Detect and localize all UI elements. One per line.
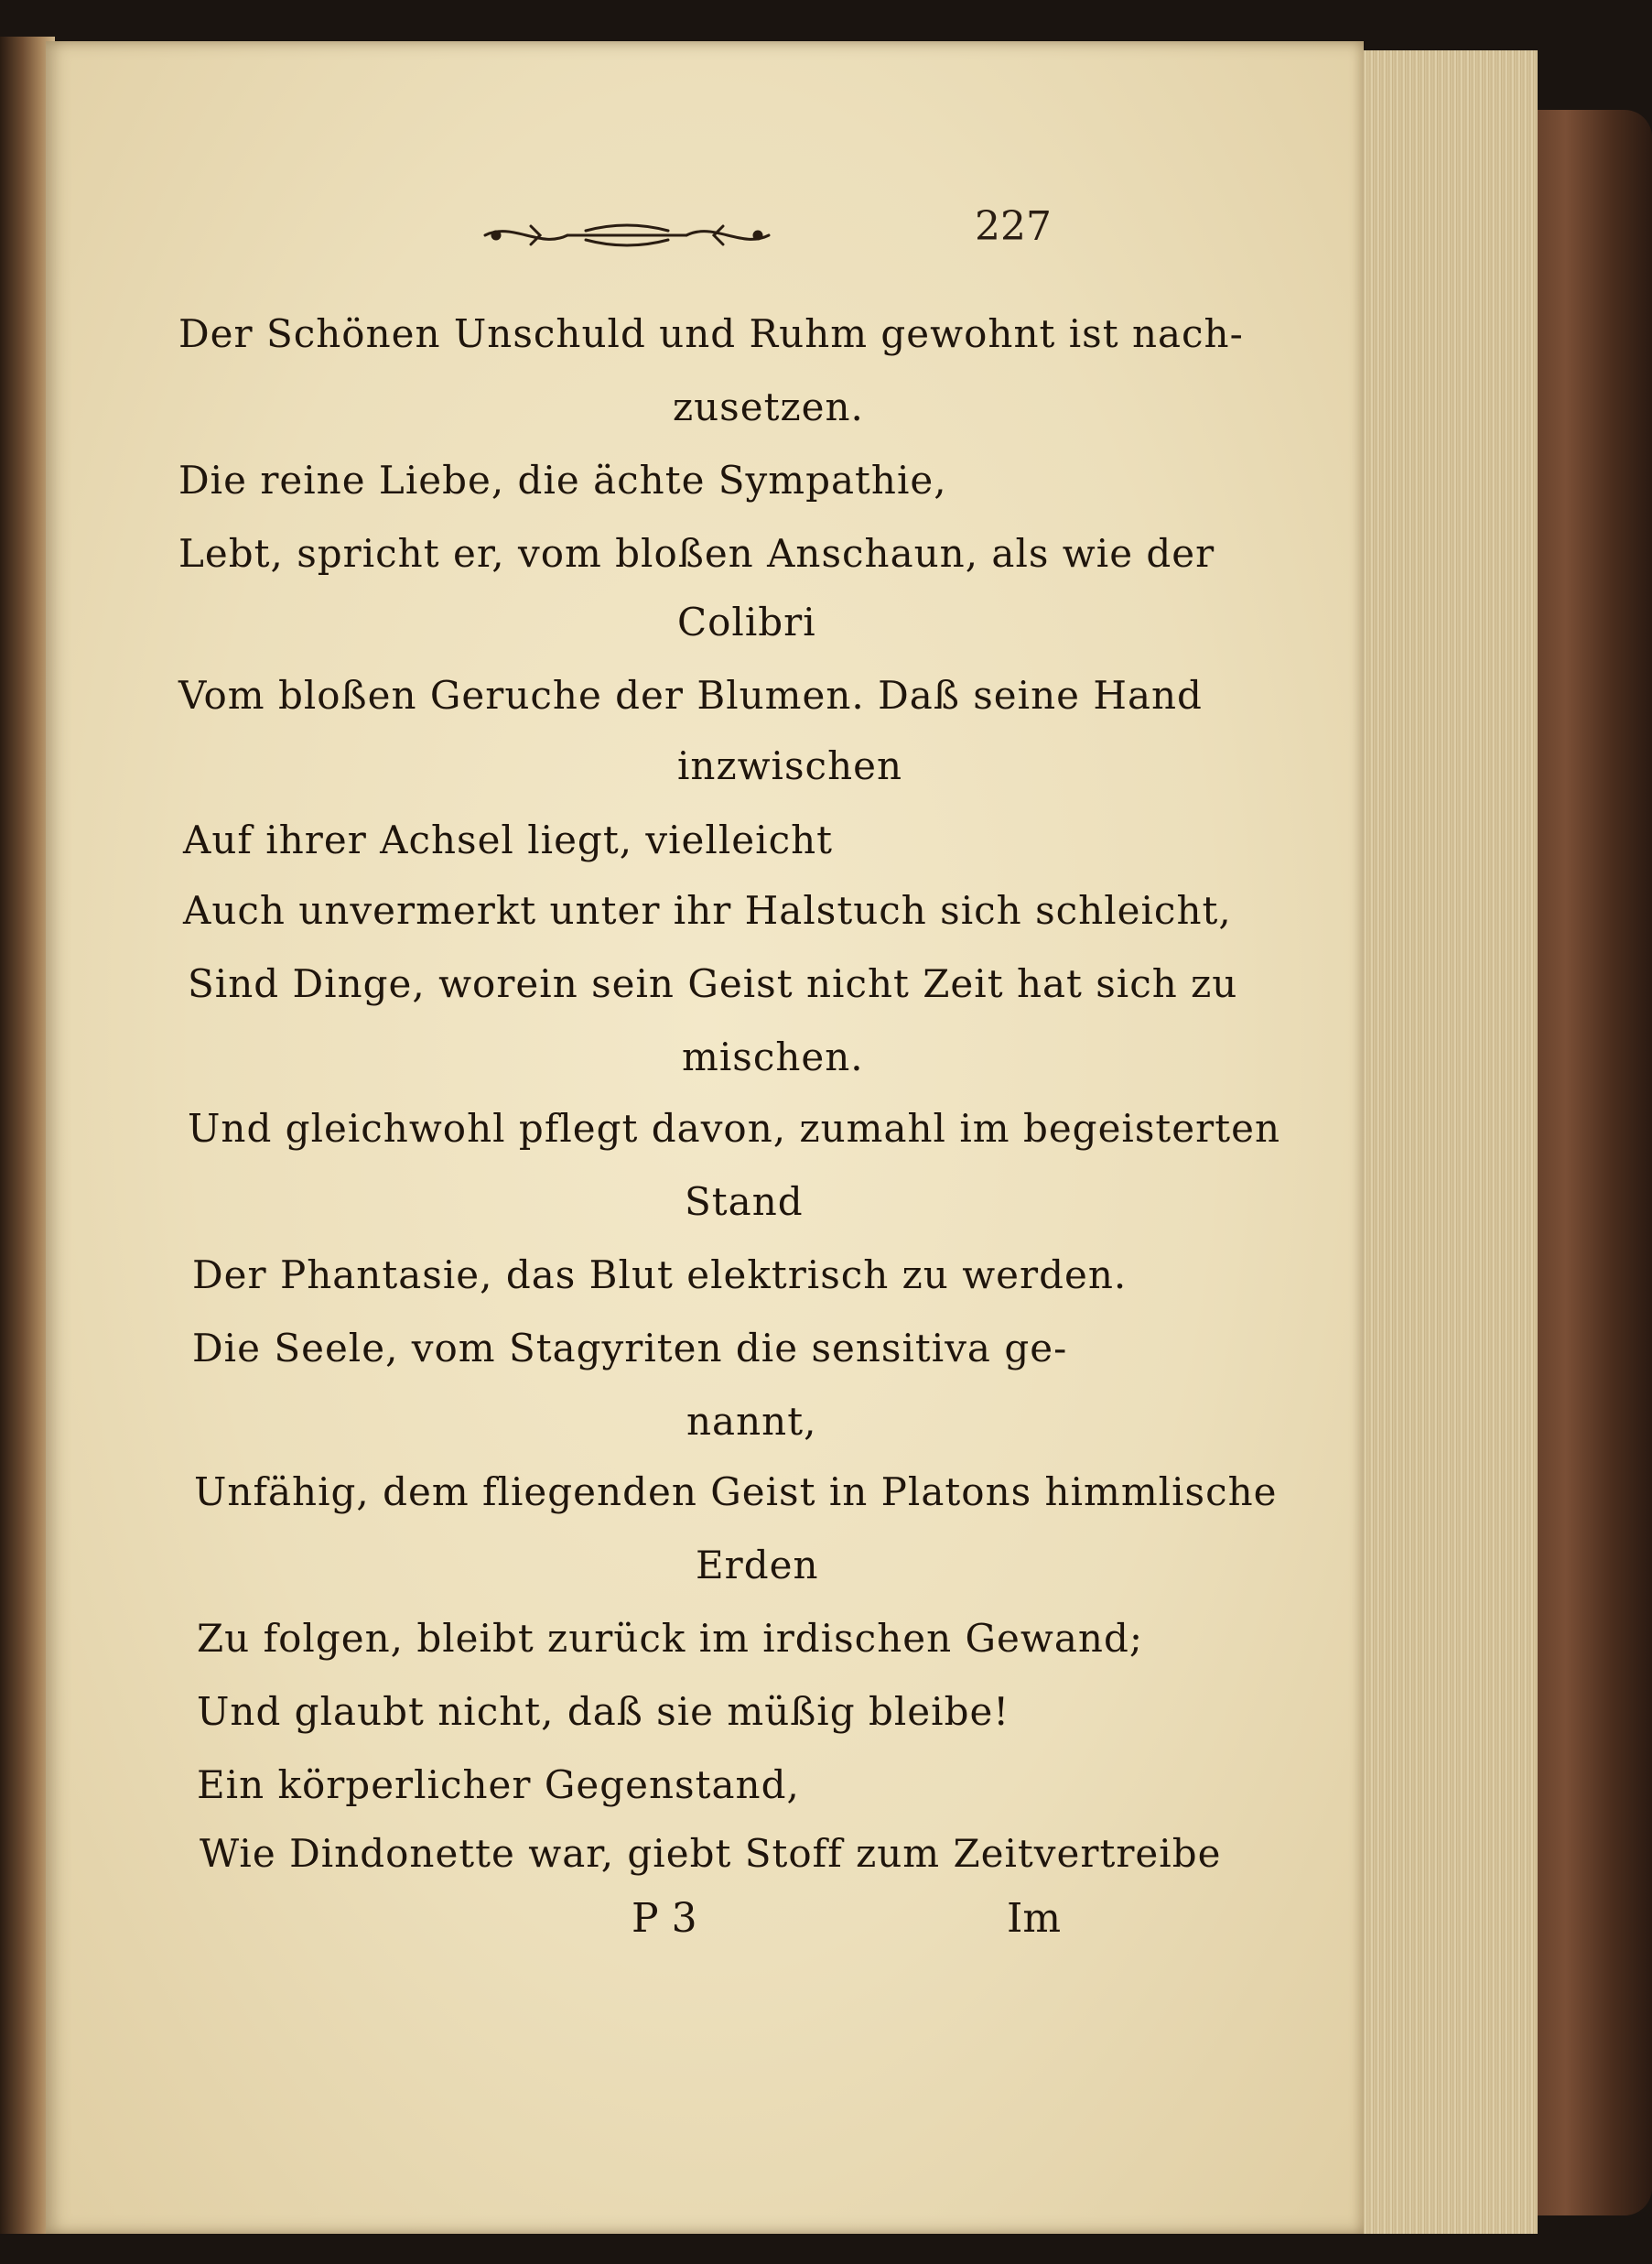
text-line: Stand	[685, 1179, 804, 1224]
text-line: Zu folgen, bleibt zurück im irdischen Gewand;	[197, 1616, 1143, 1661]
text-line: Und gleichwohl pflegt davon, zumahl im begeisterten	[188, 1106, 1281, 1151]
page-number: 227	[975, 203, 1052, 250]
book-cover-right	[1519, 110, 1652, 2215]
text-line: mischen.	[682, 1035, 864, 1079]
text-line: inzwischen	[677, 743, 903, 788]
text-line: Der Schönen Unschuld und Ruhm gewohnt ist nach-	[178, 311, 1244, 356]
ornament-icon	[476, 212, 778, 258]
text-line: Auch unvermerkt unter ihr Halstuch sich schleicht,	[183, 888, 1232, 933]
text-line: Der Phantasie, das Blut elektrisch zu werden.	[192, 1252, 1128, 1297]
text-line: Die reine Liebe, die ächte Sympathie,	[178, 458, 947, 503]
text-line: Colibri	[677, 600, 816, 645]
text-line: Auf ihrer Achsel liegt, vielleicht	[183, 818, 834, 862]
text-line: Die Seele, vom Stagyriten die sensitiva ge-	[192, 1326, 1068, 1370]
text-line: Erden	[696, 1543, 819, 1587]
text-line: Ein körperlicher Gegenstand,	[197, 1762, 800, 1807]
text-line: Lebt, spricht er, vom bloßen Anschaun, als wie der	[178, 531, 1215, 576]
signature-mark: P 3	[632, 1895, 697, 1942]
text-line: Sind Dinge, worein sein Geist nicht Zeit hat sich zu	[188, 961, 1238, 1006]
text-line: Vom bloßen Geruche der Blumen. Daß seine Hand	[178, 673, 1203, 718]
catchword: Im	[1007, 1895, 1062, 1942]
text-line: nannt,	[686, 1399, 817, 1444]
page-edges	[1355, 50, 1538, 2234]
text-line: Wie Dindonette war, giebt Stoff zum Zeitvertreibe	[200, 1831, 1222, 1876]
text-line: Und glaubt nicht, daß sie müßig bleibe!	[197, 1689, 1010, 1734]
text-line: zusetzen.	[673, 385, 864, 429]
text-line: Unfähig, dem fliegenden Geist in Platons himmlische	[194, 1469, 1278, 1514]
